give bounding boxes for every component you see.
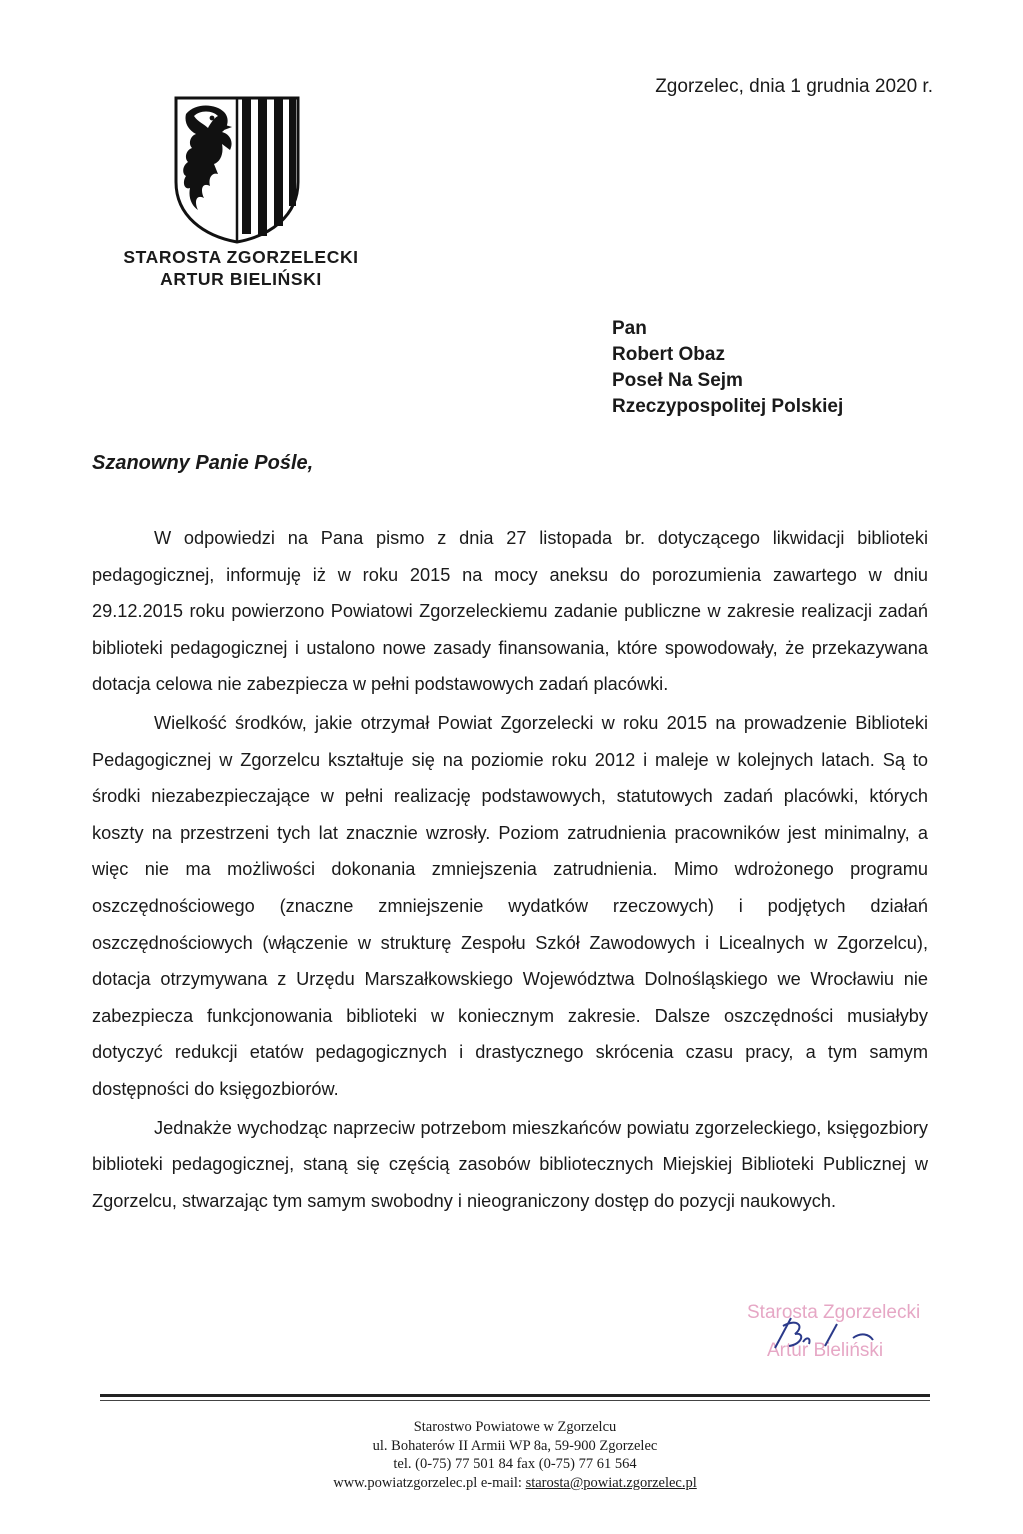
letter-date: Zgorzelec, dnia 1 grudnia 2020 r. (655, 76, 933, 97)
addressee-line-4: Rzeczypospolitej Polskiej (612, 396, 844, 417)
footer-line-2: ul. Bohaterów II Armii WP 8a, 59-900 Zgorzelec (372, 1437, 658, 1454)
footer-line-4 (100, 1474, 930, 1493)
stamp-line-2: Artur Bieliński (767, 1340, 884, 1361)
footer-rule-thick (100, 1394, 930, 1397)
coat-of-arms-icon (172, 94, 302, 244)
issuer-block (96, 246, 386, 290)
footer-line-3: tel. (0-75) 77 501 84 fax (0-75) 77 61 564 (393, 1456, 637, 1473)
addressee-line-2: Robert Obaz (612, 344, 725, 365)
issuer-title: STAROSTA ZGORZELECKI (123, 247, 359, 267)
letter-body (92, 520, 928, 1219)
stamp-line-1: Starosta Zgorzelecki (747, 1302, 921, 1323)
footer-email-link[interactable]: starosta@powiat.zgorzelec.pl (525, 1474, 697, 1491)
addressee-line-3: Poseł Na Sejm (612, 370, 743, 391)
paragraph-1: W odpowiedzi na Pana pismo z dnia 27 listopada br. dotyczącego likwidacji biblioteki pedagogicznej, informuję iż w roku 2015 na mocy aneksu do porozumienia zawartego w dniu 29.12.2015 roku powierzono Powiatowi Zgorzeleckiemu zadanie publiczne w zakresie realizacji zadań biblioteki pedagogicznej i ustalono nowe zasady finansowania, które spowodowały, że przekazywana dotacja celowa nie zabezpiecza w pełni podstawowych zadań placówki. (92, 528, 928, 695)
footer-line-1: Starostwo Powiatowe w Zgorzelcu (413, 1419, 617, 1435)
footer-email-label: e-mail: (480, 1474, 522, 1491)
addressee-line-1: Pan (612, 318, 647, 339)
issuer-name: ARTUR BIELIŃSKI (160, 269, 322, 289)
salutation: Szanowny Panie Pośle, (92, 452, 314, 474)
addressee-block (612, 316, 843, 420)
handwritten-signature (745, 1296, 945, 1366)
footer-website[interactable]: www.powiatzgorzelec.pl (333, 1474, 478, 1491)
paragraph-2: Wielkość środków, jakie otrzymał Powiat Zgorzelecki w roku 2015 na prowadzenie Biblioteki Pedagogicznej w Zgorzelcu kształtuje się na poziomie roku 2012 i maleje w kolejnych latach. Są to środki niezabezpieczające w pełni realizację podstawowych, statutowych zadań placówki, których koszty na przestrzeni tych lat znacznie wzrosły. Poziom zatrudnienia pracowników jest minimalny, a więc nie ma możliwości dokonania zmniejszenia zatrudnienia. Mimo wdrożonego programu oszczędnościowego (znaczne zmniejszenie wydatków rzeczowych) i podjętych działań oszczędnościowych (włączenie w strukturę Zespołu Szkół Zawodowych i Licealnych w Zgorzelcu), dotacja otrzymywana z Urzędu Marszałkowskiego Województwa Dolnośląskiego we Wrocławiu nie zabezpiecza funkcjonowania biblioteki w koniecznym zakresie. Dalsze oszczędności musiałyby dotyczyć redukcji etatów pedagogicznych i drastycznego skrócenia czasu pracy, a tym samym dostępności do księgozbiorów. (92, 712, 928, 1099)
signature-stamp (745, 1296, 945, 1366)
paragraph-3: Jednakże wychodząc naprzeciw potrzebom mieszkańców powiatu zgorzeleckiego, księgozbiory biblioteki pedagogicznej, staną się częścią zasobów bibliotecznych Miejskiej Biblioteki Publicznej w Zgorzelcu, stwarzając tym samym swobodny i nieograniczony dostęp do pozycji naukowych. (92, 1117, 928, 1211)
footer-rule-thin (100, 1400, 930, 1401)
footer (100, 1418, 930, 1492)
